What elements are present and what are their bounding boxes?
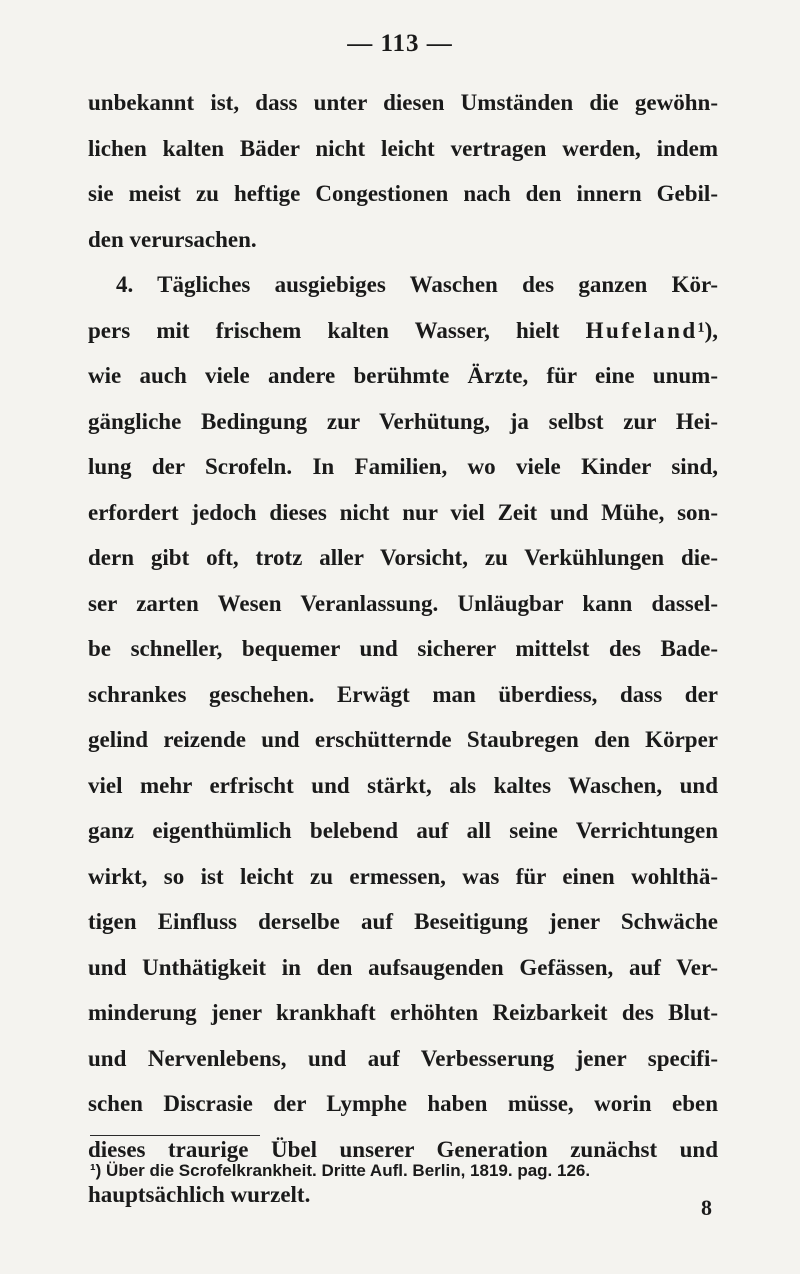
paragraph-start-line: 4. Tägliches ausgiebiges Waschen des ganzen Kör- — [116, 272, 718, 297]
footnote-divider — [90, 1135, 260, 1136]
text-line: gelind reizende und erschütternde Staubregen den Körper — [88, 727, 718, 752]
text-line: viel mehr erfrischt und stärkt, als kaltes Waschen, und — [88, 772, 718, 798]
text-line: dern gibt oft, trotz aller Vorsicht, zu Verkühlungen die- — [88, 545, 718, 570]
text-line-hufeland — [88, 308, 718, 354]
text-line: schrankes geschehen. Erwägt man überdiess, dass der — [88, 681, 718, 707]
text-line: gängliche Bedingung zur Verhütung, ja selbst zur Hei- — [88, 408, 718, 434]
text-line: minderung jener krankhaft erhöhten Reizbarkeit des Blut- — [88, 1000, 718, 1025]
page-header: — 113 — — [347, 30, 453, 57]
text-line: unbekannt ist, dass unter diesen Umständen die gewöhn- — [88, 90, 718, 115]
footnote: ¹) Über die Scrofelkrankheit. Dritte Aufl. Berlin, 1819. pag. 126. — [90, 1161, 591, 1180]
text-line: und Nervenlebens, und auf Verbesserung jener specifi- — [88, 1045, 718, 1071]
text-line: hauptsächlich wurzelt. — [88, 1182, 311, 1207]
text-line: dieses traurige Übel unserer Generation zunächst und — [88, 1136, 718, 1162]
text-line: wie auch viele andere berühmte Ärzte, für eine unum- — [88, 363, 718, 388]
text-line: und Unthätigkeit in den aufsaugenden Gefässen, auf Ver- — [88, 954, 718, 980]
text-line: lichen kalten Bäder nicht leicht vertragen werden, indem — [88, 135, 718, 161]
text-line: wirkt, so ist leicht zu ermessen, was für einen wohlthä- — [88, 863, 718, 889]
footnote-reference: ¹), — [697, 317, 719, 343]
text-line: ser zarten Wesen Veranlassung. Unläugbar kann dassel- — [88, 590, 718, 616]
text-line: sie meist zu heftige Congestionen nach den innern Gebil- — [88, 181, 718, 206]
text-line: den verursachen. — [88, 226, 257, 252]
signature-mark: 8 — [701, 1195, 712, 1220]
text-line: be schneller, bequemer und sicherer mittelst des Bade- — [88, 636, 718, 661]
body-text — [88, 80, 718, 1218]
text-segment: pers mit frischem kalten Wasser, hielt — [88, 317, 560, 343]
text-line: tigen Einfluss derselbe auf Beseitigung jener Schwäche — [88, 909, 718, 934]
text-line: erfordert jedoch dieses nicht nur viel Zeit und Mühe, son- — [88, 499, 718, 525]
text-line: lung der Scrofeln. In Familien, wo viele Kinder sind, — [88, 454, 718, 479]
text-line: schen Discrasie der Lymphe haben müsse, worin eben — [88, 1091, 718, 1116]
text-line: ganz eigenthümlich belebend auf all seine Verrichtungen — [88, 818, 718, 843]
author-name: Hufeland — [585, 317, 698, 343]
